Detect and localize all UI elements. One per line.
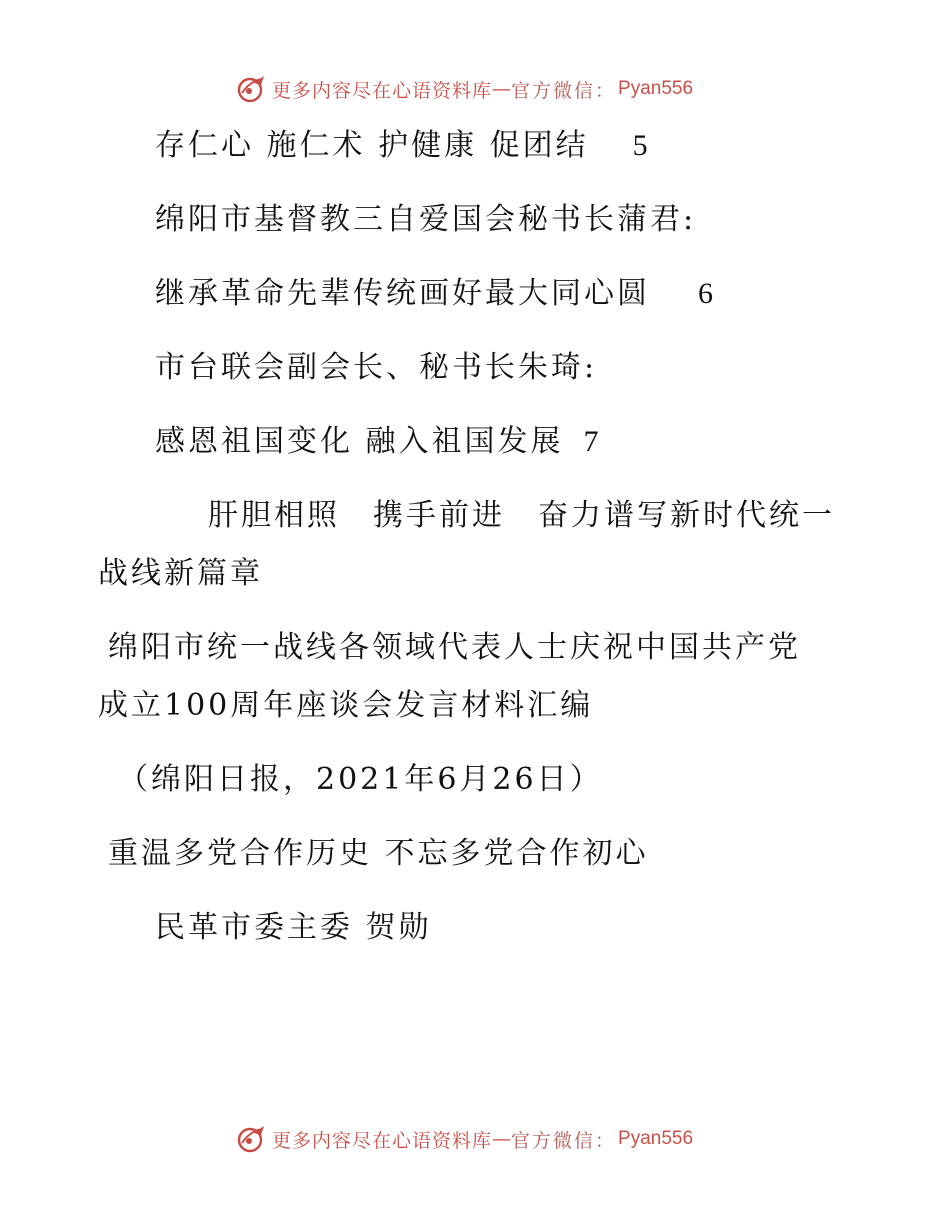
watermark-dash: — [492,1128,512,1150]
article-title-line-1: 绵阳市统一战线各领域代表人士庆祝中国共产党 [108,630,801,665]
source-note: （绵阳日报，2021年6月26日） [118,762,603,797]
header-watermark [236,72,693,106]
watermark-dash: — [492,78,512,100]
section-heading-line-1: 肝胆相照 携手前进 奋力谱写新时代统一 [208,498,835,533]
watermark-main-text: 更多内容尽在心语资料库 [272,79,493,102]
toc-entry-3-title: 感恩祖国变化 融入祖国发展 [155,424,564,459]
pen-swirl-logo-icon [236,73,268,105]
toc-entry-1-page: 5 [632,129,648,162]
toc-entry-2-title: 继承革命先辈传统画好最大同心圆 [155,276,650,311]
toc-entry-1 [155,128,648,164]
toc-entry-1-title: 存仁心 施仁术 护健康 促团结 [155,128,589,163]
watermark-official-label: 官方微信： [511,1129,617,1152]
toc-entry-2 [155,276,713,312]
watermark-id: Pyan556 [618,78,694,99]
toc-entry-3-page: 7 [583,425,599,458]
toc-entry-2-page: 6 [698,277,713,310]
footer-watermark [236,1122,693,1156]
article-title-line-2: 成立100周年座谈会发言材料汇编 [98,688,594,723]
watermark-official-label: 官方微信： [511,79,617,102]
speaker-line-1: 绵阳市基督教三自爱国会秘书长蒲君: [155,202,697,237]
speaker-line-2: 市台联会副会长、秘书长朱琦: [155,350,598,385]
watermark-main-text: 更多内容尽在心语资料库 [272,1129,493,1152]
pen-swirl-logo-icon [236,1123,268,1155]
toc-entry-3 [155,424,599,460]
watermark-id: Pyan556 [618,1128,694,1149]
sub-article-title: 重温多党合作历史 不忘多党合作初心 [108,836,649,871]
author-line: 民革市委主委 贺勋 [155,910,432,945]
section-heading-line-2: 战线新篇章 [98,556,263,591]
